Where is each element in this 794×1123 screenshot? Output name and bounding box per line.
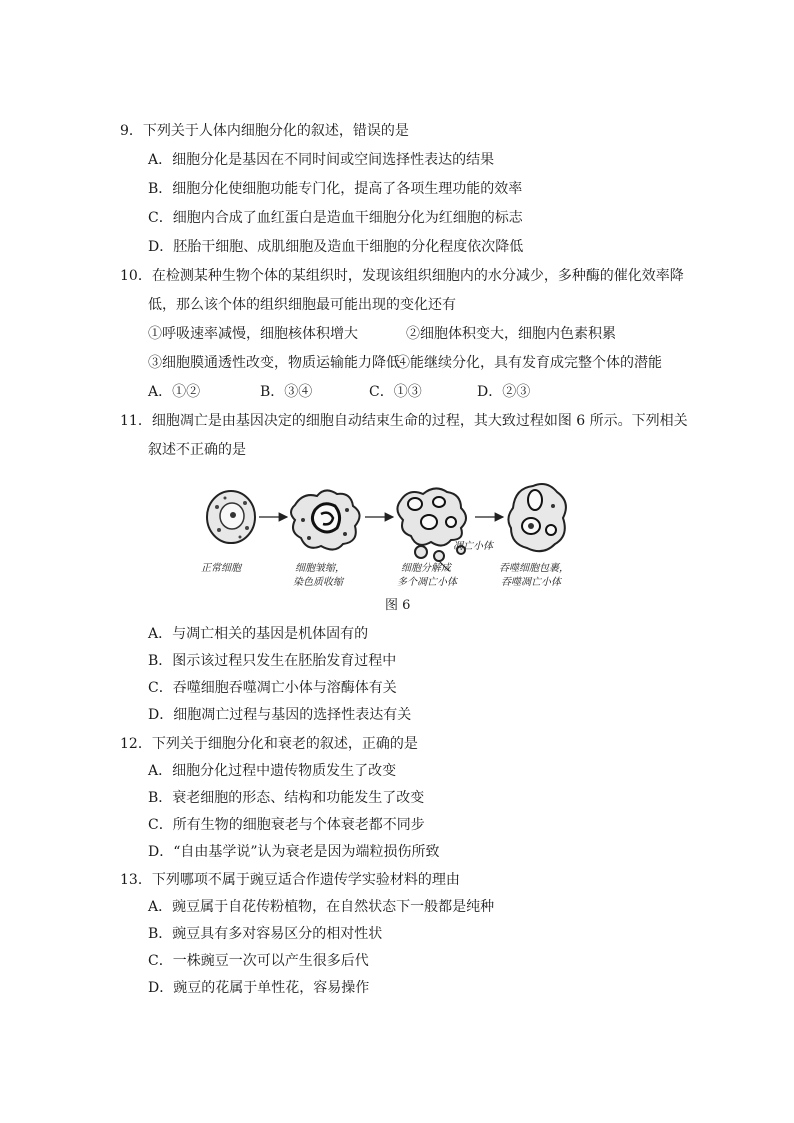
q10-choice-b: B．③④ — [260, 384, 313, 400]
q9-option-d: D．胚胎干细胞、成肌细胞及造血干细胞的分化程度依次降低 — [148, 239, 524, 255]
q12-option-d: D．“自由基学说”认为衰老是因为端粒损伤所致 — [148, 844, 440, 860]
figure-caption: 图 6 — [385, 598, 411, 613]
q9-stem: 9．下列关于人体内细胞分化的叙述，错误的是 — [120, 123, 409, 139]
q12-option-a: A．细胞分化过程中遗传物质发生了改变 — [148, 763, 397, 779]
q10-choice-c: C．①③ — [369, 384, 422, 400]
label-normal-cell: 正常细胞 — [201, 563, 241, 574]
q12-stem: 12．下列关于细胞分化和衰老的叙述，正确的是 — [120, 736, 418, 752]
q11-option-a: A．与凋亡相关的基因是机体固有的 — [148, 626, 369, 642]
q13-option-c: C．一株豌豆一次可以产生很多后代 — [148, 953, 369, 969]
q9-option-b: B．细胞分化使细胞功能专门化，提高了各项生理功能的效率 — [148, 181, 523, 197]
q12-option-c: C．所有生物的细胞衰老与个体衰老都不同步 — [148, 817, 425, 833]
q11-stem-line2: 叙述不正确的是 — [148, 442, 246, 458]
q11-option-d: D．细胞凋亡过程与基因的选择性表达有关 — [148, 707, 412, 723]
q10-item-1: ①呼吸速率减慢，细胞核体积增大 — [148, 326, 358, 342]
phagocyte-cell — [508, 484, 565, 551]
q13-option-d: D．豌豆的花属于单性花，容易操作 — [148, 980, 370, 996]
q11-option-c: C．吞噬细胞吞噬凋亡小体与溶酶体有关 — [148, 680, 397, 696]
q13-option-a: A．豌豆属于自花传粉植物，在自然状态下一般都是纯种 — [148, 899, 495, 915]
q13-stem: 13．下列哪项不属于豌豆适合作遗传学实验材料的理由 — [120, 872, 460, 888]
q9-option-c: C．细胞内合成了血红蛋白是造血干细胞分化为红细胞的标志 — [148, 210, 523, 226]
q10-choice-a: A．①② — [148, 384, 201, 400]
label-phagocyte-line1: 吞噬细胞包裹， — [499, 563, 569, 574]
q10-item-3: ③细胞膜通透性改变，物质运输能力降低 — [148, 355, 400, 371]
label-shrink-line1: 细胞皱缩， — [295, 563, 345, 574]
q11-stem-line1: 11．细胞凋亡是由基因决定的细胞自动结束生命的过程，其大致过程如图 6 所示。下列相关 — [120, 413, 688, 429]
label-apoptotic-body: 凋亡小体 — [453, 541, 493, 552]
q12-option-b: B．衰老细胞的形态、结构和功能发生了改变 — [148, 790, 425, 806]
q9-option-a: A．细胞分化是基因在不同时间或空间选择性表达的结果 — [148, 152, 495, 168]
q10-stem-line1: 10．在检测某种生物个体的某组织时，发现该组织细胞内的水分减少，多种酶的催化效率降 — [120, 268, 684, 284]
fragmenting-cell — [397, 488, 466, 571]
q10-item-4: ④能继续分化，具有发育成完整个体的潜能 — [396, 355, 662, 371]
label-fragment-line2: 多个凋亡小体 — [397, 577, 457, 588]
q10-stem-line2: 低，那么该个体的组织细胞最可能出现的变化还有 — [148, 297, 456, 313]
label-shrink-line2: 染色质收缩 — [293, 577, 343, 588]
normal-cell — [207, 491, 255, 543]
q10-item-2: ②细胞体积变大，细胞内色素积累 — [406, 326, 616, 342]
q11-option-b: B．图示该过程只发生在胚胎发育过程中 — [148, 653, 397, 669]
shrinking-cell — [291, 490, 360, 549]
label-fragment-line1: 细胞分解成 — [401, 563, 451, 574]
q10-choice-d: D．②③ — [477, 384, 531, 400]
q13-option-b: B．豌豆具有多对容易区分的相对性状 — [148, 926, 383, 942]
label-phagocyte-line2: 吞噬凋亡小体 — [501, 577, 561, 588]
